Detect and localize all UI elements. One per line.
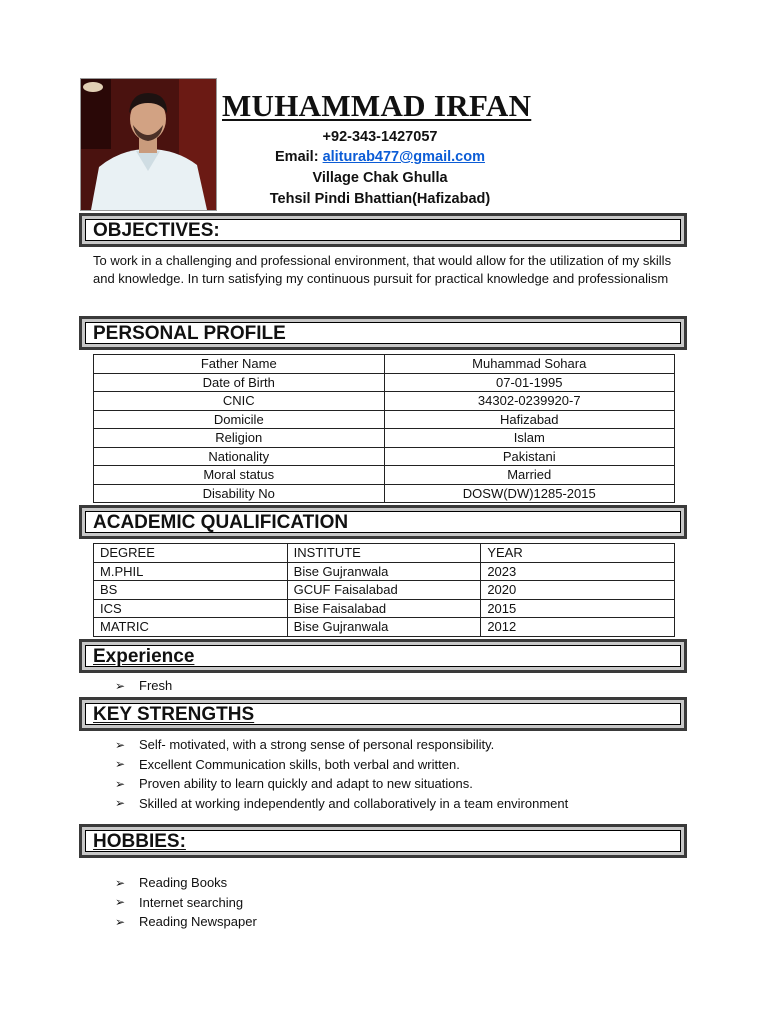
profile-label: Religion <box>94 429 385 448</box>
key-strengths-list <box>115 735 568 813</box>
email-link[interactable]: aliturab477@gmail.com <box>322 149 485 165</box>
arrowhead-bullet-icon: ➢ <box>115 737 126 752</box>
profile-label: Date of Birth <box>94 373 385 392</box>
objectives-title: OBJECTIVES: <box>93 220 220 241</box>
table-row <box>94 410 675 429</box>
experience-section-header <box>79 639 687 673</box>
profile-value: DOSW(DW)1285-2015 <box>384 484 675 503</box>
personal-profile-section-header <box>79 316 687 350</box>
arrowhead-bullet-icon: ➢ <box>115 895 126 910</box>
profile-label: Domicile <box>94 410 385 429</box>
personal-profile-table <box>93 354 675 503</box>
arrowhead-bullet-icon: ➢ <box>115 914 126 929</box>
list-item <box>115 912 257 932</box>
arrowhead-bullet-icon: ➢ <box>115 875 126 890</box>
institute-cell: GCUF Faisalabad <box>287 581 481 600</box>
strength-item: Proven ability to learn quickly and adapt to new situations. <box>139 776 473 792</box>
table-row <box>94 599 675 618</box>
column-header-degree: DEGREE <box>94 544 288 563</box>
profile-label: Disability No <box>94 484 385 503</box>
key-strengths-section-header <box>79 697 687 731</box>
strength-item: Skilled at working independently and collaboratively in a team environment <box>139 795 569 811</box>
list-item <box>115 774 568 794</box>
candidate-name: MUHAMMAD IRFAN <box>222 88 532 123</box>
strength-item: Excellent Communication skills, both verbal and written. <box>139 756 460 772</box>
year-cell: 2020 <box>481 581 675 600</box>
email-line <box>220 149 540 165</box>
profile-label: Father Name <box>94 355 385 374</box>
address-line-2: Tehsil Pindi Bhattian(Hafizabad) <box>269 191 491 207</box>
table-row <box>94 484 675 503</box>
key-strengths-title: KEY STRENGTHS <box>93 704 255 725</box>
column-header-institute: INSTITUTE <box>287 544 481 563</box>
academic-title: ACADEMIC QUALIFICATION <box>93 512 349 533</box>
profile-label: Moral status <box>94 466 385 485</box>
column-header-year: YEAR <box>481 544 675 563</box>
profile-label: CNIC <box>94 392 385 411</box>
list-item <box>115 873 257 893</box>
degree-cell: M.PHIL <box>94 562 288 581</box>
hobby-item: Reading Books <box>139 875 228 891</box>
objectives-text: To work in a challenging and professional environment, that would allow for the utilization of my skills and knowledge. In turn satisfying my continuous pursuit for practical knowledge and professionalism <box>93 253 672 287</box>
table-row <box>94 392 675 411</box>
profile-label: Nationality <box>94 447 385 466</box>
personal-profile-title: PERSONAL PROFILE <box>93 323 286 344</box>
institute-cell: Bise Gujranwala <box>287 562 481 581</box>
table-row <box>94 562 675 581</box>
list-item <box>115 677 172 694</box>
table-row <box>94 429 675 448</box>
list-item <box>115 735 568 755</box>
hobby-item: Internet searching <box>139 894 244 910</box>
table-row <box>94 373 675 392</box>
profile-value: Hafizabad <box>384 410 675 429</box>
profile-value: 07-01-1995 <box>384 373 675 392</box>
hobbies-title: HOBBIES: <box>93 831 186 852</box>
profile-value: 34302-0239920-7 <box>384 392 675 411</box>
arrowhead-bullet-icon: ➢ <box>115 796 126 811</box>
year-cell: 2012 <box>481 618 675 637</box>
profile-value: Married <box>384 466 675 485</box>
list-item <box>115 893 257 913</box>
institute-cell: Bise Faisalabad <box>287 599 481 618</box>
year-cell: 2015 <box>481 599 675 618</box>
degree-cell: BS <box>94 581 288 600</box>
institute-cell: Bise Gujranwala <box>287 618 481 637</box>
objectives-section-header <box>79 213 687 247</box>
hobbies-section-header <box>79 824 687 858</box>
academic-table <box>93 543 675 637</box>
table-row <box>94 618 675 637</box>
list-item <box>115 755 568 775</box>
profile-photo <box>80 78 217 211</box>
experience-item: Fresh <box>139 678 173 693</box>
table-header-row <box>94 544 675 563</box>
table-row <box>94 466 675 485</box>
arrowhead-bullet-icon: ➢ <box>115 776 126 791</box>
profile-value: Islam <box>384 429 675 448</box>
degree-cell: ICS <box>94 599 288 618</box>
year-cell: 2023 <box>481 562 675 581</box>
hobbies-list <box>115 873 257 932</box>
experience-list <box>115 677 172 694</box>
arrowhead-bullet-icon: ➢ <box>115 678 126 693</box>
hobby-item: Reading Newspaper <box>139 914 257 930</box>
list-item <box>115 794 568 814</box>
email-label: Email: <box>275 149 319 165</box>
table-row <box>94 581 675 600</box>
profile-value: Muhammad Sohara <box>384 355 675 374</box>
table-row <box>94 447 675 466</box>
phone-number: +92-343-1427057 <box>322 129 438 145</box>
degree-cell: MATRIC <box>94 618 288 637</box>
profile-value: Pakistani <box>384 447 675 466</box>
experience-title: Experience <box>93 646 195 667</box>
table-row <box>94 355 675 374</box>
academic-section-header <box>79 505 687 539</box>
strength-item: Self- motivated, with a strong sense of personal responsibility. <box>139 737 495 753</box>
address-line-1: Village Chak Ghulla <box>312 170 448 186</box>
arrowhead-bullet-icon: ➢ <box>115 757 126 772</box>
